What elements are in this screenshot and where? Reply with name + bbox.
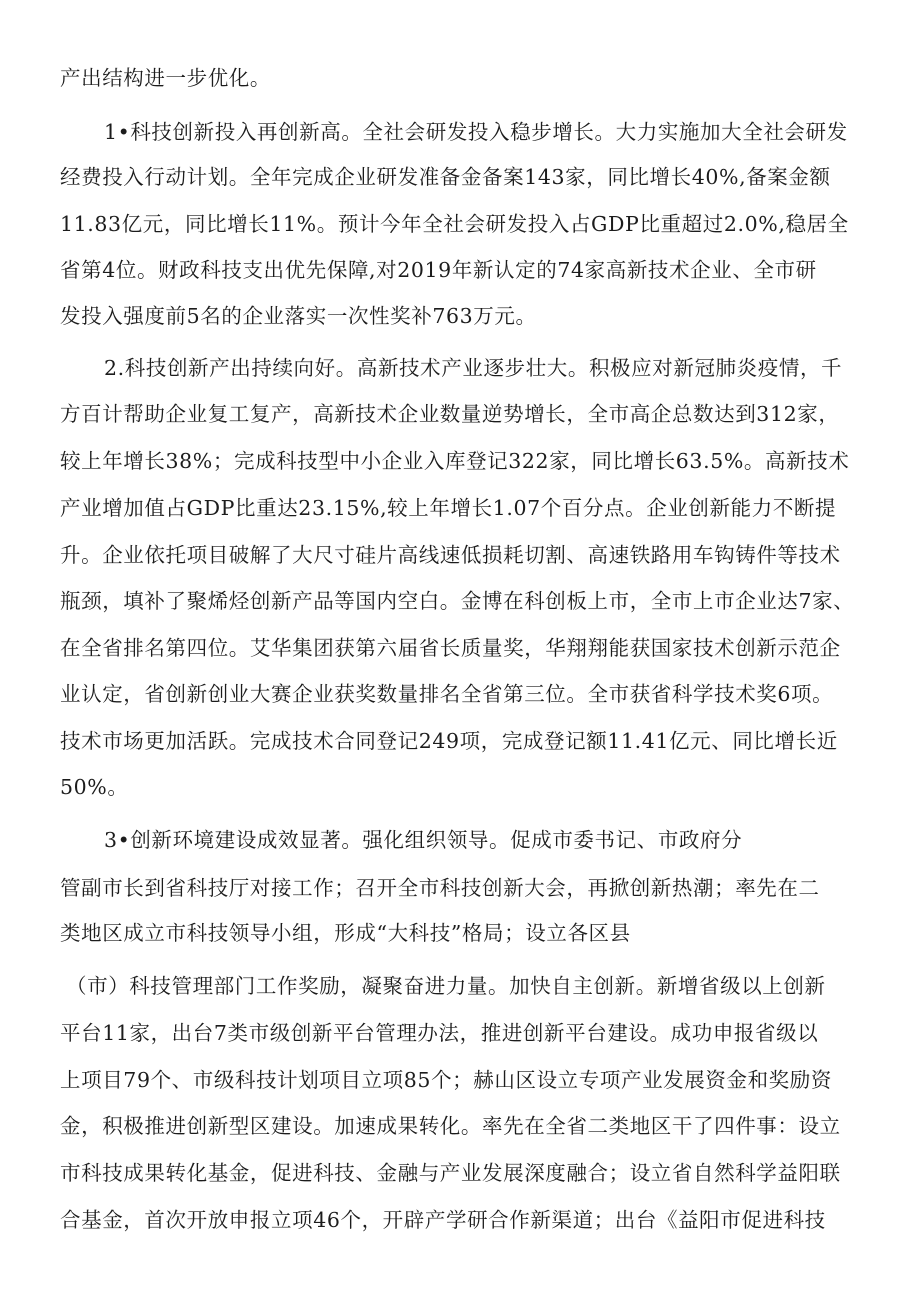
text-line: 类地区成立市科技领导小组，形成“大科技”格局；设立各区县 — [60, 921, 631, 945]
text-line: 业认定，省创新创业大赛企业获奖数量排名全省第三位。全市获省科学技术奖6项。 — [60, 682, 834, 706]
text-line: 平台11家，出台7类市级创新平台管理办法，推进创新平台建设。成功申报省级以 — [60, 1021, 819, 1045]
text-line: 管副市长到省科技厅对接工作；召开全市科技创新大会，再掀创新热潮；率先在二 — [60, 876, 820, 900]
text-line: 经费投入行动计划。全年完成企业研发准备金备案143家，同比增长40%,备案金额 — [60, 165, 831, 189]
text-line: 合基金，首次开放申报立项46个，开辟产学研合作新渠道；出台《益阳市促进科技 — [60, 1208, 826, 1232]
text-line: 上项目79个、市级科技计划项目立项85个；赫山区设立专项产业发展资金和奖励资 — [60, 1068, 832, 1092]
paragraph-1-heading-line: 1•科技创新投入再创新高。全社会研发投入稳步增长。大力实施加大全社会研发 — [104, 120, 848, 144]
text-line: 在全省排名第四位。艾华集团获第六届省长质量奖，华翔翔能获国家技术创新示范企 — [60, 636, 841, 660]
text-line: 产出结构进一步优化。 — [60, 66, 271, 90]
text-line: 省第4位。财政科技支出优先保障,对2019年新认定的74家高新技术企业、全市研 — [60, 258, 817, 282]
text-line: 11.83亿元，同比增长11%。预计今年全社会研发投入占GDP比重超过2.0%,稳居全 — [60, 212, 849, 236]
text-line: 较上年增长38%；完成科技型中小企业入库登记322家，同比增长63.5%。高新技术 — [60, 449, 850, 473]
text-line: （市）科技管理部门工作奖励，凝聚奋进力量。加快自主创新。新增省级以上创新 — [66, 974, 826, 998]
paragraph-2-heading-line: 2.科技创新产出持续向好。高新技术产业逐步壮大。积极应对新冠肺炎疫情，千 — [104, 356, 843, 380]
text-line: 市科技成果转化基金，促进科技、金融与产业发展深度融合；设立省自然科学益阳联 — [60, 1161, 841, 1185]
text-line: 产业增加值占GDP比重达23.15%,较上年增长1.07个百分点。企业创新能力不断提 — [60, 496, 837, 520]
text-line: 瓶颈，填补了聚烯烃创新产品等国内空白。金博在科创板上市，全市上市企业达7家、 — [60, 589, 855, 613]
paragraph-3-heading-line: 3•创新环境建设成效显著。强化组织领导。促成市委书记、市政府分 — [104, 828, 743, 852]
text-line: 金，积极推进创新型区建设。加速成果转化。率先在全省二类地区干了四件事：设立 — [60, 1114, 841, 1138]
text-line: 技术市场更加活跃。完成技术合同登记249项，完成登记额11.41亿元、同比增长近 — [60, 729, 838, 753]
text-line: 发投入强度前5名的企业落实一次性奖补763万元。 — [60, 304, 537, 328]
text-line: 50%。 — [60, 775, 129, 799]
text-line: 方百计帮助企业复工复产，高新技术企业数量逆势增长，全市高企总数达到312家， — [60, 402, 840, 426]
text-line: 升。企业依托项目破解了大尺寸硅片高线速低损耗切割、高速铁路用车钩铸件等技术 — [60, 543, 841, 567]
